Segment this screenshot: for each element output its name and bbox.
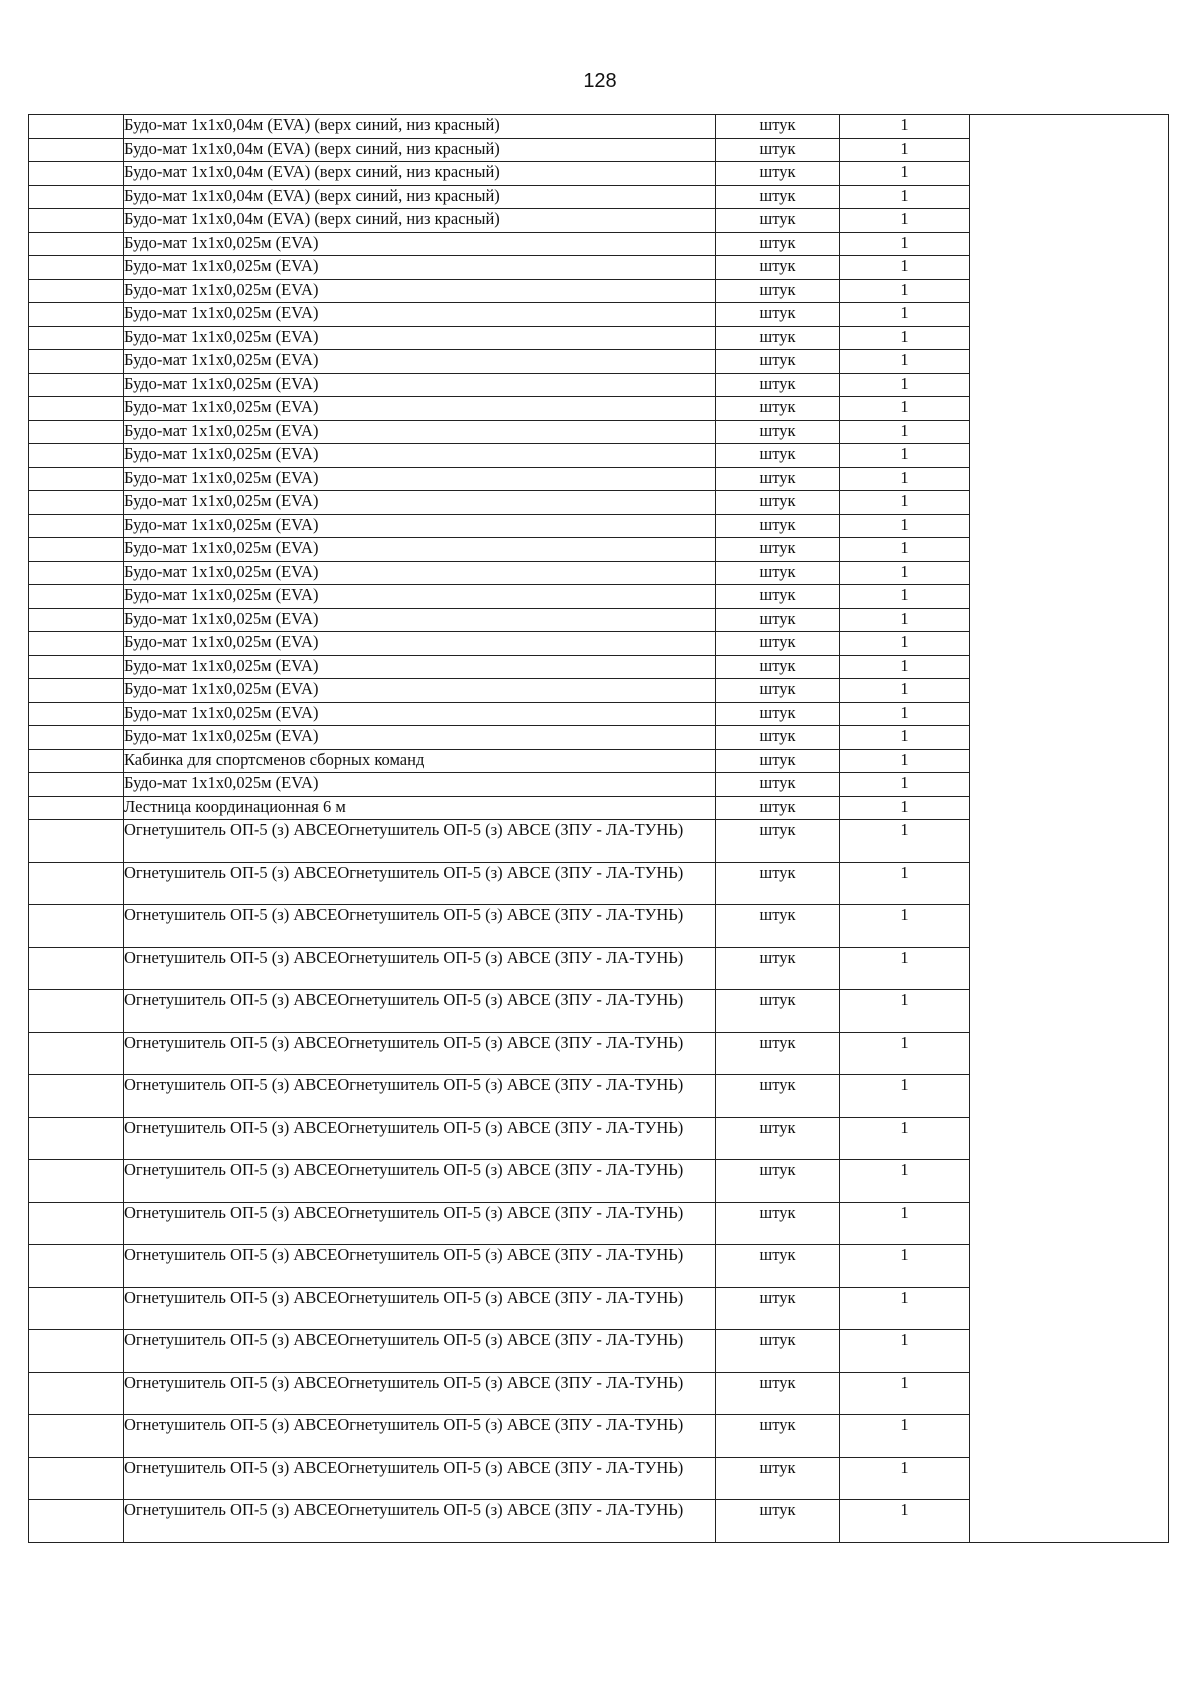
quantity-cell: 1 (840, 1032, 970, 1075)
quantity-cell: 1 (840, 350, 970, 374)
unit-cell: штук (716, 138, 840, 162)
quantity-cell: 1 (840, 185, 970, 209)
row-number-cell (29, 1245, 124, 1288)
item-name-cell: Будо-мат 1x1x0,025м (EVA) (124, 608, 716, 632)
item-name-cell: Будо-мат 1x1x0,025м (EVA) (124, 538, 716, 562)
item-name-cell: Будо-мат 1x1x0,025м (EVA) (124, 467, 716, 491)
unit-cell: штук (716, 397, 840, 421)
row-number-cell (29, 947, 124, 990)
item-name-cell: Будо-мат 1x1x0,025м (EVA) (124, 279, 716, 303)
quantity-cell: 1 (840, 1372, 970, 1415)
unit-cell: штук (716, 862, 840, 905)
unit-cell: штук (716, 1160, 840, 1203)
quantity-cell: 1 (840, 905, 970, 948)
row-number-cell (29, 232, 124, 256)
item-name-cell: Будо-мат 1x1x0,04м (EVA) (верх синий, низ красный) (124, 185, 716, 209)
quantity-cell: 1 (840, 444, 970, 468)
row-number-cell (29, 115, 124, 139)
unit-cell: штук (716, 679, 840, 703)
row-number-cell (29, 491, 124, 515)
row-number-cell (29, 1500, 124, 1543)
row-number-cell (29, 326, 124, 350)
page-number: 128 (583, 70, 617, 92)
unit-cell: штук (716, 608, 840, 632)
unit-cell: штук (716, 420, 840, 444)
quantity-cell: 1 (840, 303, 970, 327)
row-number-cell (29, 1117, 124, 1160)
quantity-cell: 1 (840, 585, 970, 609)
unit-cell: штук (716, 209, 840, 233)
row-number-cell (29, 397, 124, 421)
row-number-cell (29, 796, 124, 820)
item-name-cell: Будо-мат 1x1x0,025м (EVA) (124, 585, 716, 609)
row-number-cell (29, 1287, 124, 1330)
quantity-cell: 1 (840, 820, 970, 863)
row-number-cell (29, 773, 124, 797)
quantity-cell: 1 (840, 632, 970, 656)
item-name-cell: Будо-мат 1x1x0,025м (EVA) (124, 726, 716, 750)
row-number-cell (29, 561, 124, 585)
quantity-cell: 1 (840, 538, 970, 562)
row-number-cell (29, 538, 124, 562)
unit-cell: штук (716, 115, 840, 139)
unit-cell: штук (716, 1075, 840, 1118)
inventory-table (28, 114, 1169, 1543)
row-number-cell (29, 256, 124, 280)
item-name-cell: Огнетушитель ОП-5 (з) АВСЕОгнетушитель ОП-5 (з) АВСЕ (ЗПУ - ЛА-ТУНЬ) (124, 1245, 716, 1288)
quantity-cell: 1 (840, 514, 970, 538)
unit-cell: штук (716, 561, 840, 585)
unit-cell: штук (716, 796, 840, 820)
quantity-cell: 1 (840, 773, 970, 797)
item-name-cell: Будо-мат 1x1x0,025м (EVA) (124, 632, 716, 656)
quantity-cell: 1 (840, 1245, 970, 1288)
unit-cell: штук (716, 326, 840, 350)
quantity-cell: 1 (840, 397, 970, 421)
quantity-cell: 1 (840, 947, 970, 990)
item-name-cell: Будо-мат 1x1x0,04м (EVA) (верх синий, низ красный) (124, 138, 716, 162)
quantity-cell: 1 (840, 679, 970, 703)
unit-cell: штук (716, 303, 840, 327)
item-name-cell: Огнетушитель ОП-5 (з) АВСЕОгнетушитель ОП-5 (з) АВСЕ (ЗПУ - ЛА-ТУНЬ) (124, 1372, 716, 1415)
unit-cell: штук (716, 514, 840, 538)
unit-cell: штук (716, 444, 840, 468)
item-name-cell: Лестница координационная 6 м (124, 796, 716, 820)
quantity-cell: 1 (840, 1160, 970, 1203)
item-name-cell: Огнетушитель ОП-5 (з) АВСЕОгнетушитель ОП-5 (з) АВСЕ (ЗПУ - ЛА-ТУНЬ) (124, 1457, 716, 1500)
unit-cell: штук (716, 632, 840, 656)
row-number-cell (29, 655, 124, 679)
item-name-cell: Будо-мат 1x1x0,025м (EVA) (124, 350, 716, 374)
unit-cell: штук (716, 947, 840, 990)
row-number-cell (29, 905, 124, 948)
unit-cell: штук (716, 1372, 840, 1415)
item-name-cell: Будо-мат 1x1x0,025м (EVA) (124, 444, 716, 468)
inventory-table-body (29, 115, 1169, 1543)
unit-cell: штук (716, 749, 840, 773)
item-name-cell: Кабинка для спортсменов сборных команд (124, 749, 716, 773)
quantity-cell: 1 (840, 420, 970, 444)
quantity-cell: 1 (840, 1457, 970, 1500)
unit-cell: штук (716, 655, 840, 679)
quantity-cell: 1 (840, 702, 970, 726)
unit-cell: штук (716, 1500, 840, 1543)
row-number-cell (29, 373, 124, 397)
item-name-cell: Огнетушитель ОП-5 (з) АВСЕОгнетушитель ОП-5 (з) АВСЕ (ЗПУ - ЛА-ТУНЬ) (124, 1330, 716, 1373)
unit-cell: штук (716, 1287, 840, 1330)
item-name-cell: Будо-мат 1x1x0,025м (EVA) (124, 397, 716, 421)
quantity-cell: 1 (840, 115, 970, 139)
item-name-cell: Будо-мат 1x1x0,025м (EVA) (124, 773, 716, 797)
note-cell (970, 115, 1169, 1543)
unit-cell: штук (716, 1202, 840, 1245)
row-number-cell (29, 608, 124, 632)
unit-cell: штук (716, 702, 840, 726)
quantity-cell: 1 (840, 561, 970, 585)
row-number-cell (29, 162, 124, 186)
row-number-cell (29, 1330, 124, 1373)
unit-cell: штук (716, 1117, 840, 1160)
item-name-cell: Будо-мат 1x1x0,025м (EVA) (124, 514, 716, 538)
quantity-cell: 1 (840, 232, 970, 256)
unit-cell: штук (716, 1032, 840, 1075)
row-number-cell (29, 185, 124, 209)
unit-cell: штук (716, 279, 840, 303)
unit-cell: штук (716, 538, 840, 562)
row-number-cell (29, 820, 124, 863)
item-name-cell: Будо-мат 1x1x0,025м (EVA) (124, 679, 716, 703)
quantity-cell: 1 (840, 1075, 970, 1118)
item-name-cell: Огнетушитель ОП-5 (з) АВСЕОгнетушитель ОП-5 (з) АВСЕ (ЗПУ - ЛА-ТУНЬ) (124, 1415, 716, 1458)
row-number-cell (29, 1160, 124, 1203)
item-name-cell: Огнетушитель ОП-5 (з) АВСЕОгнетушитель ОП-5 (з) АВСЕ (ЗПУ - ЛА-ТУНЬ) (124, 820, 716, 863)
item-name-cell: Огнетушитель ОП-5 (з) АВСЕОгнетушитель ОП-5 (з) АВСЕ (ЗПУ - ЛА-ТУНЬ) (124, 1075, 716, 1118)
table-row (29, 115, 1169, 139)
item-name-cell: Огнетушитель ОП-5 (з) АВСЕОгнетушитель ОП-5 (з) АВСЕ (ЗПУ - ЛА-ТУНЬ) (124, 1117, 716, 1160)
item-name-cell: Будо-мат 1x1x0,025м (EVA) (124, 702, 716, 726)
quantity-cell: 1 (840, 796, 970, 820)
item-name-cell: Огнетушитель ОП-5 (з) АВСЕОгнетушитель ОП-5 (з) АВСЕ (ЗПУ - ЛА-ТУНЬ) (124, 1032, 716, 1075)
unit-cell: штук (716, 1415, 840, 1458)
row-number-cell (29, 585, 124, 609)
item-name-cell: Будо-мат 1x1x0,025м (EVA) (124, 303, 716, 327)
row-number-cell (29, 679, 124, 703)
row-number-cell (29, 303, 124, 327)
item-name-cell: Огнетушитель ОП-5 (з) АВСЕОгнетушитель ОП-5 (з) АВСЕ (ЗПУ - ЛА-ТУНЬ) (124, 1500, 716, 1543)
quantity-cell: 1 (840, 373, 970, 397)
item-name-cell: Будо-мат 1x1x0,025м (EVA) (124, 326, 716, 350)
quantity-cell: 1 (840, 162, 970, 186)
unit-cell: штук (716, 1245, 840, 1288)
unit-cell: штук (716, 773, 840, 797)
unit-cell: штук (716, 373, 840, 397)
quantity-cell: 1 (840, 1202, 970, 1245)
unit-cell: штук (716, 467, 840, 491)
unit-cell: штук (716, 585, 840, 609)
item-name-cell: Огнетушитель ОП-5 (з) АВСЕОгнетушитель ОП-5 (з) АВСЕ (ЗПУ - ЛА-ТУНЬ) (124, 990, 716, 1033)
unit-cell: штук (716, 1330, 840, 1373)
quantity-cell: 1 (840, 491, 970, 515)
item-name-cell: Огнетушитель ОП-5 (з) АВСЕОгнетушитель ОП-5 (з) АВСЕ (ЗПУ - ЛА-ТУНЬ) (124, 1160, 716, 1203)
row-number-cell (29, 279, 124, 303)
quantity-cell: 1 (840, 862, 970, 905)
row-number-cell (29, 350, 124, 374)
row-number-cell (29, 726, 124, 750)
row-number-cell (29, 467, 124, 491)
unit-cell: штук (716, 256, 840, 280)
item-name-cell: Будо-мат 1x1x0,025м (EVA) (124, 561, 716, 585)
row-number-cell (29, 209, 124, 233)
quantity-cell: 1 (840, 1330, 970, 1373)
quantity-cell: 1 (840, 726, 970, 750)
item-name-cell: Будо-мат 1x1x0,025м (EVA) (124, 655, 716, 679)
unit-cell: штук (716, 905, 840, 948)
quantity-cell: 1 (840, 467, 970, 491)
row-number-cell (29, 138, 124, 162)
unit-cell: штук (716, 162, 840, 186)
item-name-cell: Будо-мат 1x1x0,025м (EVA) (124, 420, 716, 444)
quantity-cell: 1 (840, 279, 970, 303)
item-name-cell: Будо-мат 1x1x0,04м (EVA) (верх синий, низ красный) (124, 209, 716, 233)
row-number-cell (29, 420, 124, 444)
quantity-cell: 1 (840, 990, 970, 1033)
row-number-cell (29, 990, 124, 1033)
unit-cell: штук (716, 726, 840, 750)
item-name-cell: Будо-мат 1x1x0,025м (EVA) (124, 232, 716, 256)
item-name-cell: Огнетушитель ОП-5 (з) АВСЕОгнетушитель ОП-5 (з) АВСЕ (ЗПУ - ЛА-ТУНЬ) (124, 1202, 716, 1245)
row-number-cell (29, 1372, 124, 1415)
row-number-cell (29, 862, 124, 905)
row-number-cell (29, 514, 124, 538)
unit-cell: штук (716, 232, 840, 256)
item-name-cell: Огнетушитель ОП-5 (з) АВСЕОгнетушитель ОП-5 (з) АВСЕ (ЗПУ - ЛА-ТУНЬ) (124, 862, 716, 905)
item-name-cell: Будо-мат 1x1x0,025м (EVA) (124, 491, 716, 515)
quantity-cell: 1 (840, 256, 970, 280)
quantity-cell: 1 (840, 138, 970, 162)
quantity-cell: 1 (840, 326, 970, 350)
row-number-cell (29, 1457, 124, 1500)
quantity-cell: 1 (840, 1287, 970, 1330)
row-number-cell (29, 1202, 124, 1245)
row-number-cell (29, 1075, 124, 1118)
row-number-cell (29, 444, 124, 468)
item-name-cell: Огнетушитель ОП-5 (з) АВСЕОгнетушитель ОП-5 (з) АВСЕ (ЗПУ - ЛА-ТУНЬ) (124, 1287, 716, 1330)
item-name-cell: Будо-мат 1x1x0,025м (EVA) (124, 373, 716, 397)
quantity-cell: 1 (840, 1117, 970, 1160)
item-name-cell: Будо-мат 1x1x0,025м (EVA) (124, 256, 716, 280)
quantity-cell: 1 (840, 1415, 970, 1458)
row-number-cell (29, 1415, 124, 1458)
unit-cell: штук (716, 491, 840, 515)
quantity-cell: 1 (840, 1500, 970, 1543)
unit-cell: штук (716, 350, 840, 374)
unit-cell: штук (716, 820, 840, 863)
unit-cell: штук (716, 1457, 840, 1500)
unit-cell: штук (716, 990, 840, 1033)
row-number-cell (29, 702, 124, 726)
quantity-cell: 1 (840, 749, 970, 773)
row-number-cell (29, 749, 124, 773)
quantity-cell: 1 (840, 209, 970, 233)
row-number-cell (29, 632, 124, 656)
row-number-cell (29, 1032, 124, 1075)
item-name-cell: Огнетушитель ОП-5 (з) АВСЕОгнетушитель ОП-5 (з) АВСЕ (ЗПУ - ЛА-ТУНЬ) (124, 905, 716, 948)
quantity-cell: 1 (840, 655, 970, 679)
item-name-cell: Огнетушитель ОП-5 (з) АВСЕОгнетушитель ОП-5 (з) АВСЕ (ЗПУ - ЛА-ТУНЬ) (124, 947, 716, 990)
unit-cell: штук (716, 185, 840, 209)
quantity-cell: 1 (840, 608, 970, 632)
item-name-cell: Будо-мат 1x1x0,04м (EVA) (верх синий, низ красный) (124, 115, 716, 139)
item-name-cell: Будо-мат 1x1x0,04м (EVA) (верх синий, низ красный) (124, 162, 716, 186)
